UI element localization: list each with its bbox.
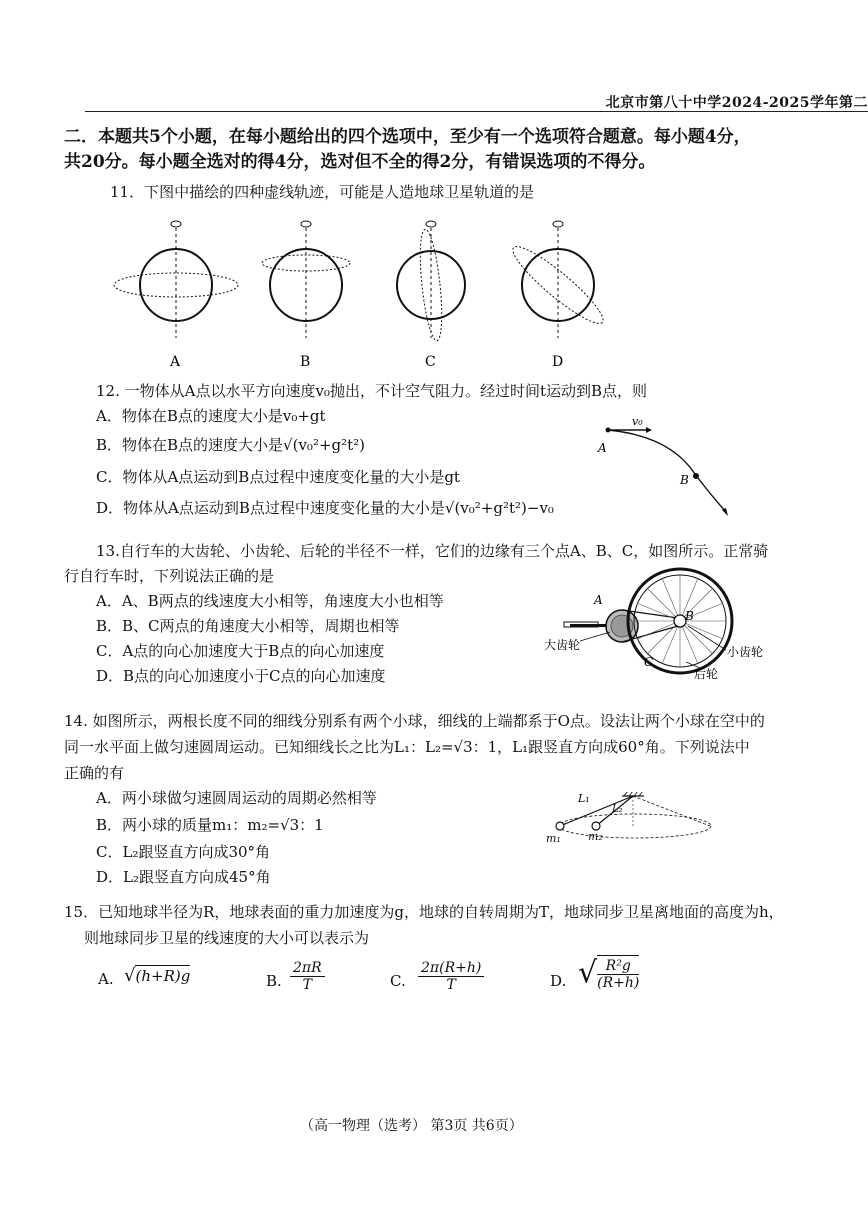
q14-m1-label: m₁ bbox=[546, 832, 561, 845]
q14-l2-label: L₂ bbox=[612, 804, 623, 815]
q15-option-d-expr: √ $\frac{\text{R²g}}{(R+h)}$ bbox=[578, 955, 640, 991]
q13-point-b-label: B bbox=[685, 609, 694, 623]
q14-conical-pendulum-figure bbox=[540, 792, 720, 852]
q14-l1-label: L₁ bbox=[578, 792, 590, 805]
q15-option-d-label: D. bbox=[550, 972, 567, 990]
q13-option-d: D．B点的向心加速度小于C点的向心加速度 bbox=[96, 667, 386, 685]
q15-stem-line1: 15．已知地球半径为R，地球表面的重力加速度为g，地球的自转周期为T，地球同步卫星离地面的高度为h， bbox=[64, 903, 784, 921]
q11-stem: 11．下图中描绘的四种虚线轨迹，可能是人造地球卫星轨道的是 bbox=[110, 183, 535, 201]
q14-option-d: D．L₂跟竖直方向成45°角 bbox=[96, 868, 271, 886]
q15-option-c-numerator: 2π(R+h) bbox=[418, 960, 484, 977]
q15-option-b-numerator: 2πR bbox=[290, 960, 325, 977]
q15-option-c-fraction bbox=[418, 960, 484, 993]
orbit-label-c: C bbox=[425, 354, 436, 370]
q13-big-gear-label: 大齿轮 bbox=[544, 638, 581, 652]
q13-option-a: A．A、B两点的线速度大小相等，角速度大小也相等 bbox=[96, 592, 444, 610]
q15-option-b-denominator: T bbox=[302, 977, 312, 993]
q12-point-b-label: B bbox=[680, 473, 689, 487]
orbit-figure-a bbox=[114, 221, 238, 370]
q15-option-d-numerator: R²g bbox=[597, 958, 639, 975]
q14-option-b: B．两小球的质量m₁：m₂=√3：1 bbox=[96, 816, 324, 834]
q13-option-b: B．B、C两点的角速度大小相等，周期也相等 bbox=[96, 617, 400, 635]
header-rule bbox=[85, 111, 868, 112]
q14-stem-line2: 同一水平面上做匀速圆周运动。已知细线长之比为L₁：L₂=√3：1，L₁跟竖直方向成60°角。下列说法中 bbox=[64, 738, 750, 756]
q12-option-b: B．物体在B点的速度大小是√(v₀²+g²t²) bbox=[96, 436, 366, 454]
q13-bicycle-figure bbox=[540, 566, 770, 684]
q14-stem-line1: 14. 如图所示，两根长度不同的细线分别系有两个小球，细线的上端都系于O点。设法让两个小球在空中的 bbox=[64, 712, 765, 730]
q12-stem: 12. 一物体从A点以水平方向速度v₀抛出，不计空气阻力。经过时间t运动到B点，则 bbox=[96, 382, 647, 400]
q15-stem-line2: 则地球同步卫星的线速度的大小可以表示为 bbox=[84, 929, 370, 947]
orbit-figure-b bbox=[262, 221, 350, 370]
q14-option-c: C．L₂跟竖直方向成30°角 bbox=[96, 843, 271, 861]
q12-option-a: A．物体在B点的速度大小是v₀+gt bbox=[96, 407, 326, 425]
q15-option-a-label: A. bbox=[98, 970, 114, 988]
q12-option-d: D．物体从A点运动到B点过程中速度变化量的大小是√(v₀²+g²t²)−v₀ bbox=[96, 499, 554, 517]
orbit-label-a: A bbox=[170, 354, 181, 370]
q15-option-c-denominator: T bbox=[446, 977, 456, 993]
section-instructions-line1: 二．本题共5个小题，在每小题给出的四个选项中，至少有一个选项符合题意。每小题4分， bbox=[64, 127, 751, 147]
school-header: 北京市第八十中学2024-2025学年第二 bbox=[605, 95, 868, 111]
q13-small-gear-label: 小齿轮 bbox=[727, 645, 764, 659]
orbit-label-b: B bbox=[300, 354, 311, 370]
orbit-figure-c bbox=[397, 221, 465, 370]
q12-trajectory-figure bbox=[590, 412, 740, 522]
q15-option-a-expr: √(h+R)g bbox=[124, 965, 191, 986]
q15-option-b-fraction bbox=[290, 960, 325, 993]
q13-rear-wheel-label: 后轮 bbox=[694, 667, 719, 681]
q14-stem-line3: 正确的有 bbox=[64, 764, 125, 782]
q13-point-c-label: C bbox=[644, 655, 654, 669]
orbit-label-d: D bbox=[552, 354, 564, 370]
q15-option-d-denominator: (R+h) bbox=[597, 975, 640, 991]
q13-stem-line2: 行自行车时，下列说法正确的是 bbox=[64, 567, 275, 585]
q12-point-a-label: A bbox=[598, 441, 607, 455]
q15-option-a-radicand: (h+R)g bbox=[135, 967, 191, 985]
q11-orbit-figures bbox=[100, 210, 620, 375]
q15-option-b-label: B. bbox=[266, 972, 282, 990]
q13-stem-line1: 13.自行车的大齿轮、小齿轮、后轮的半径不一样，它们的边缘有三个点A、B、C，如图所示。正常骑 bbox=[96, 542, 769, 560]
page-footer: （高一物理（选考） 第3页 共6页） bbox=[300, 1118, 523, 1134]
q12-option-c: C．物体从A点运动到B点过程中速度变化量的大小是gt bbox=[96, 468, 460, 486]
q14-m2-label: m₂ bbox=[588, 830, 603, 843]
q12-v0-label: v₀ bbox=[632, 415, 643, 428]
q15-option-c-label: C. bbox=[390, 972, 406, 990]
q14-option-a: A．两小球做匀速圆周运动的周期必然相等 bbox=[96, 789, 377, 807]
orbit-figure-d bbox=[506, 221, 610, 370]
section-instructions-line2: 共20分。每小题全选对的得4分，选对但不全的得2分，有错误选项的不得分。 bbox=[64, 152, 656, 172]
q13-point-a-label: A bbox=[594, 593, 603, 607]
q13-option-c: C．A点的向心加速度大于B点的向心加速度 bbox=[96, 642, 385, 660]
